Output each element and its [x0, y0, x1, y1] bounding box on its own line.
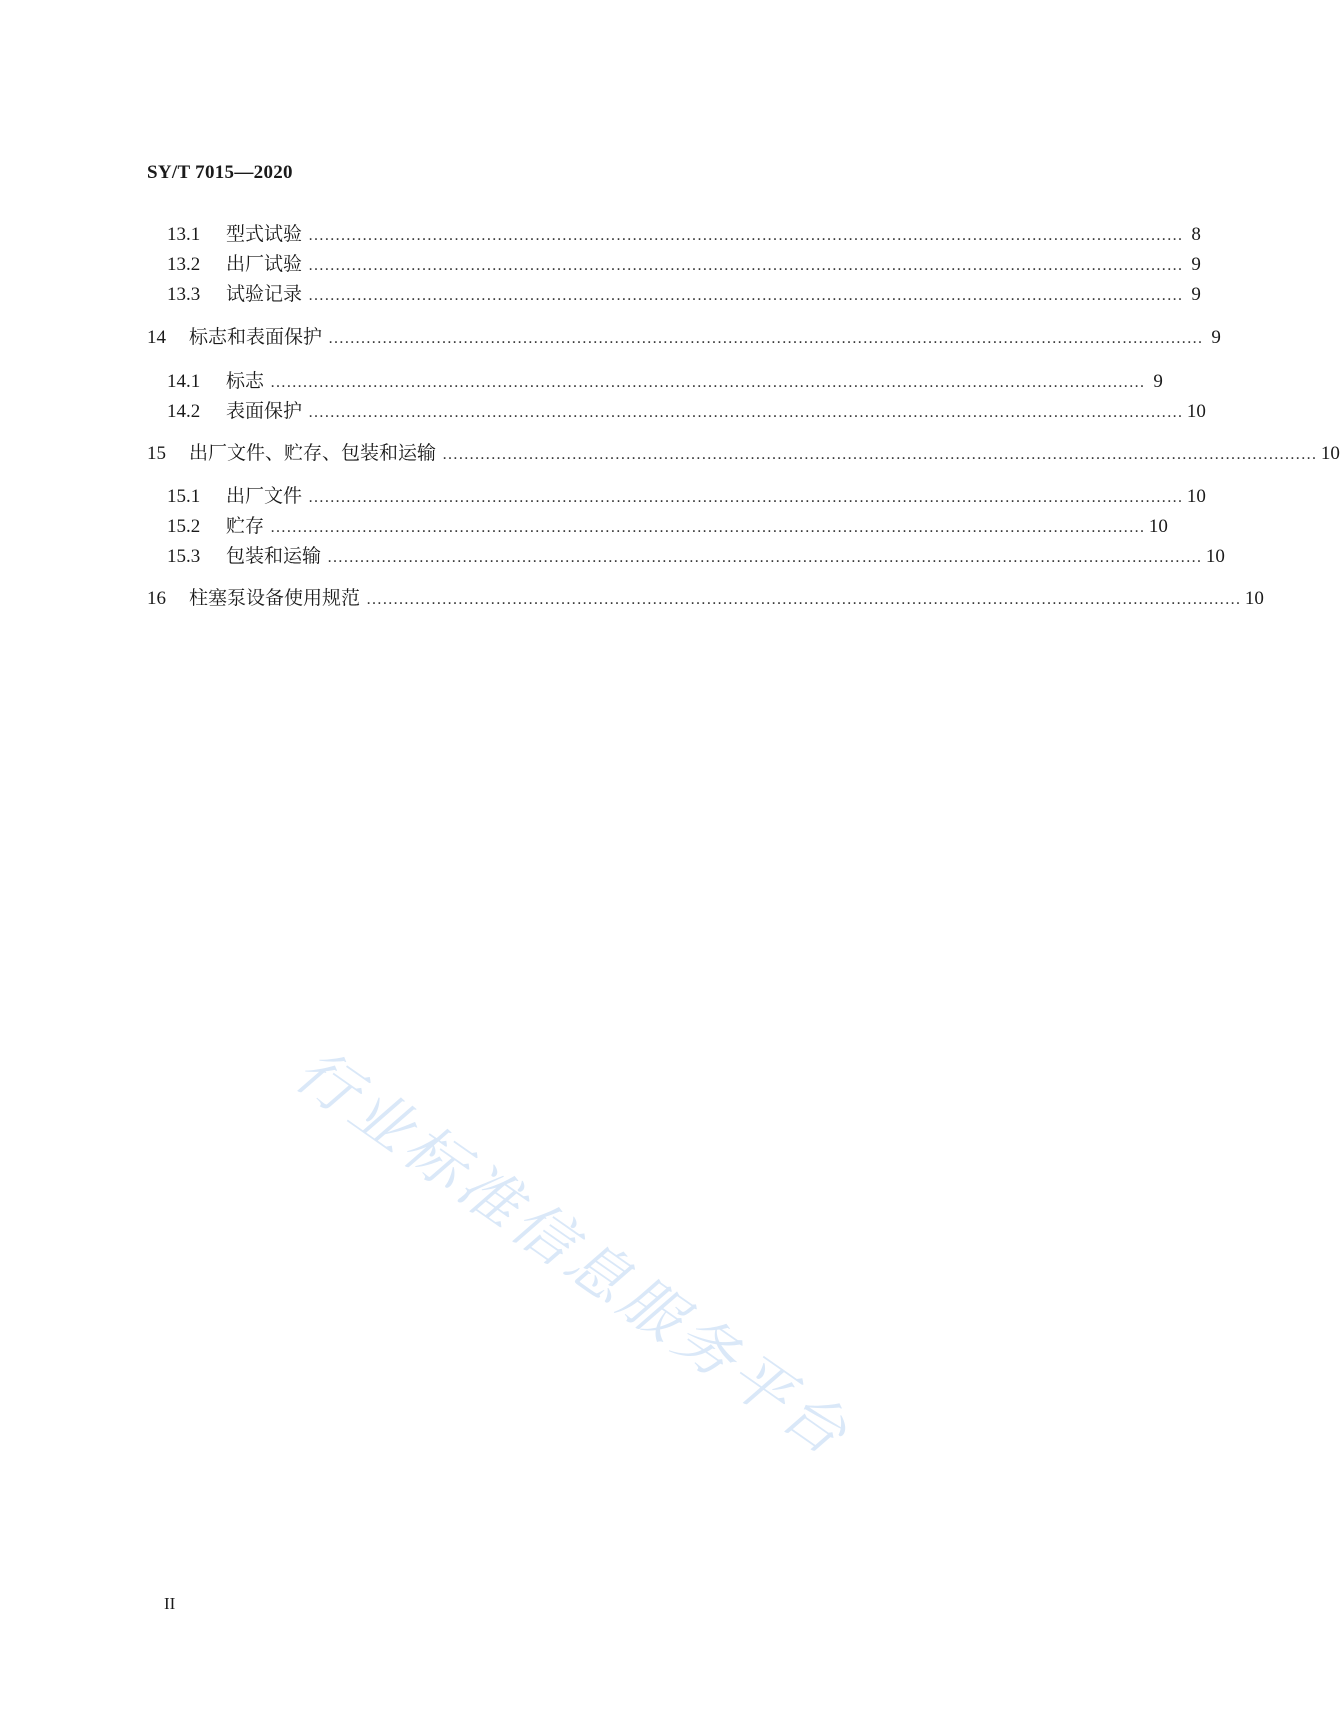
toc-entry-title: 标志 — [226, 371, 265, 392]
toc-entry-page: 10 — [1244, 588, 1264, 609]
toc-entry-page: 10 — [1148, 516, 1168, 537]
toc-entry[interactable] — [147, 367, 1163, 397]
toc-entry-page: 9 — [1153, 371, 1163, 392]
toc-entry-title: 出厂文件、贮存、包装和运输 — [189, 443, 437, 464]
toc-entry-number: 14 — [147, 327, 166, 348]
toc-entry-number: 13.3 — [167, 284, 201, 305]
toc-leader-dots: ……………………………………………………………………………………………………………………………………………… — [308, 257, 1183, 274]
toc-entry-number: 15.3 — [167, 546, 201, 567]
toc-leader-dots: ……………………………………………………………………………………………………………………………………………… — [328, 330, 1203, 347]
toc-entry-title: 试验记录 — [226, 284, 303, 305]
toc-entry-number: 14.2 — [167, 401, 201, 422]
toc-entry-title: 出厂试验 — [226, 254, 303, 275]
toc-entry-number: 15.1 — [167, 486, 201, 507]
toc-entry-page: 9 — [1191, 284, 1201, 305]
toc-entry-page: 9 — [1191, 254, 1201, 275]
toc-leader-dots: ……………………………………………………………………………………………………………………………………………… — [308, 489, 1183, 506]
toc-entry[interactable] — [147, 280, 1201, 310]
toc-leader-dots: ……………………………………………………………………………………………………………………………………………… — [442, 446, 1317, 463]
toc-entry-page: 10 — [1205, 546, 1225, 567]
toc-entry-number: 15 — [147, 443, 166, 464]
watermark: 行业标准信息服务平台 — [282, 1035, 864, 1472]
toc-entry-title: 标志和表面保护 — [189, 327, 323, 348]
toc-entry[interactable] — [147, 323, 1221, 353]
toc-entry-number: 16 — [147, 588, 166, 609]
toc-entry-page: 10 — [1186, 401, 1206, 422]
toc-entry-page: 9 — [1211, 327, 1221, 348]
toc-leader-dots: ……………………………………………………………………………………………………………………………………………… — [308, 227, 1183, 244]
toc-entry-page: 8 — [1191, 224, 1201, 245]
toc-entry[interactable] — [147, 397, 1206, 427]
toc-entry-title: 贮存 — [226, 516, 265, 537]
toc-entry[interactable] — [147, 482, 1206, 512]
toc-entry-number: 13.2 — [167, 254, 201, 275]
toc-entry-title: 包装和运输 — [226, 546, 322, 567]
toc-entry-title: 型式试验 — [226, 224, 303, 245]
toc-entry-number: 14.1 — [167, 371, 201, 392]
document-code: SY/T 7015—2020 — [147, 162, 293, 183]
toc-leader-dots: ……………………………………………………………………………………………………………………………………………… — [366, 591, 1241, 608]
toc-entry[interactable] — [147, 584, 1264, 614]
toc-entry-number: 13.1 — [167, 224, 201, 245]
toc-entry-title: 表面保护 — [226, 401, 303, 422]
toc-entry-title: 柱塞泵设备使用规范 — [189, 588, 361, 609]
toc-leader-dots: ……………………………………………………………………………………………………………………………………………… — [308, 287, 1183, 304]
toc-leader-dots: ……………………………………………………………………………………………………………………………………………… — [308, 404, 1183, 421]
toc-entry[interactable] — [147, 512, 1168, 542]
toc-entry[interactable] — [147, 220, 1201, 250]
toc-entry[interactable] — [147, 542, 1225, 572]
toc-leader-dots: ……………………………………………………………………………………………………………………………………………… — [270, 374, 1145, 391]
toc-entry-number: 15.2 — [167, 516, 201, 537]
toc-entry[interactable] — [147, 250, 1201, 280]
toc-entry-page: 10 — [1186, 486, 1206, 507]
toc-leader-dots: ……………………………………………………………………………………………………………………………………………… — [270, 519, 1145, 536]
toc-entry-page: 10 — [1320, 443, 1340, 464]
toc-entry-title: 出厂文件 — [226, 486, 303, 507]
toc-entry[interactable] — [147, 439, 1340, 469]
page-number: II — [164, 1594, 176, 1613]
toc-leader-dots: ……………………………………………………………………………………………………………………………………………… — [327, 549, 1202, 566]
